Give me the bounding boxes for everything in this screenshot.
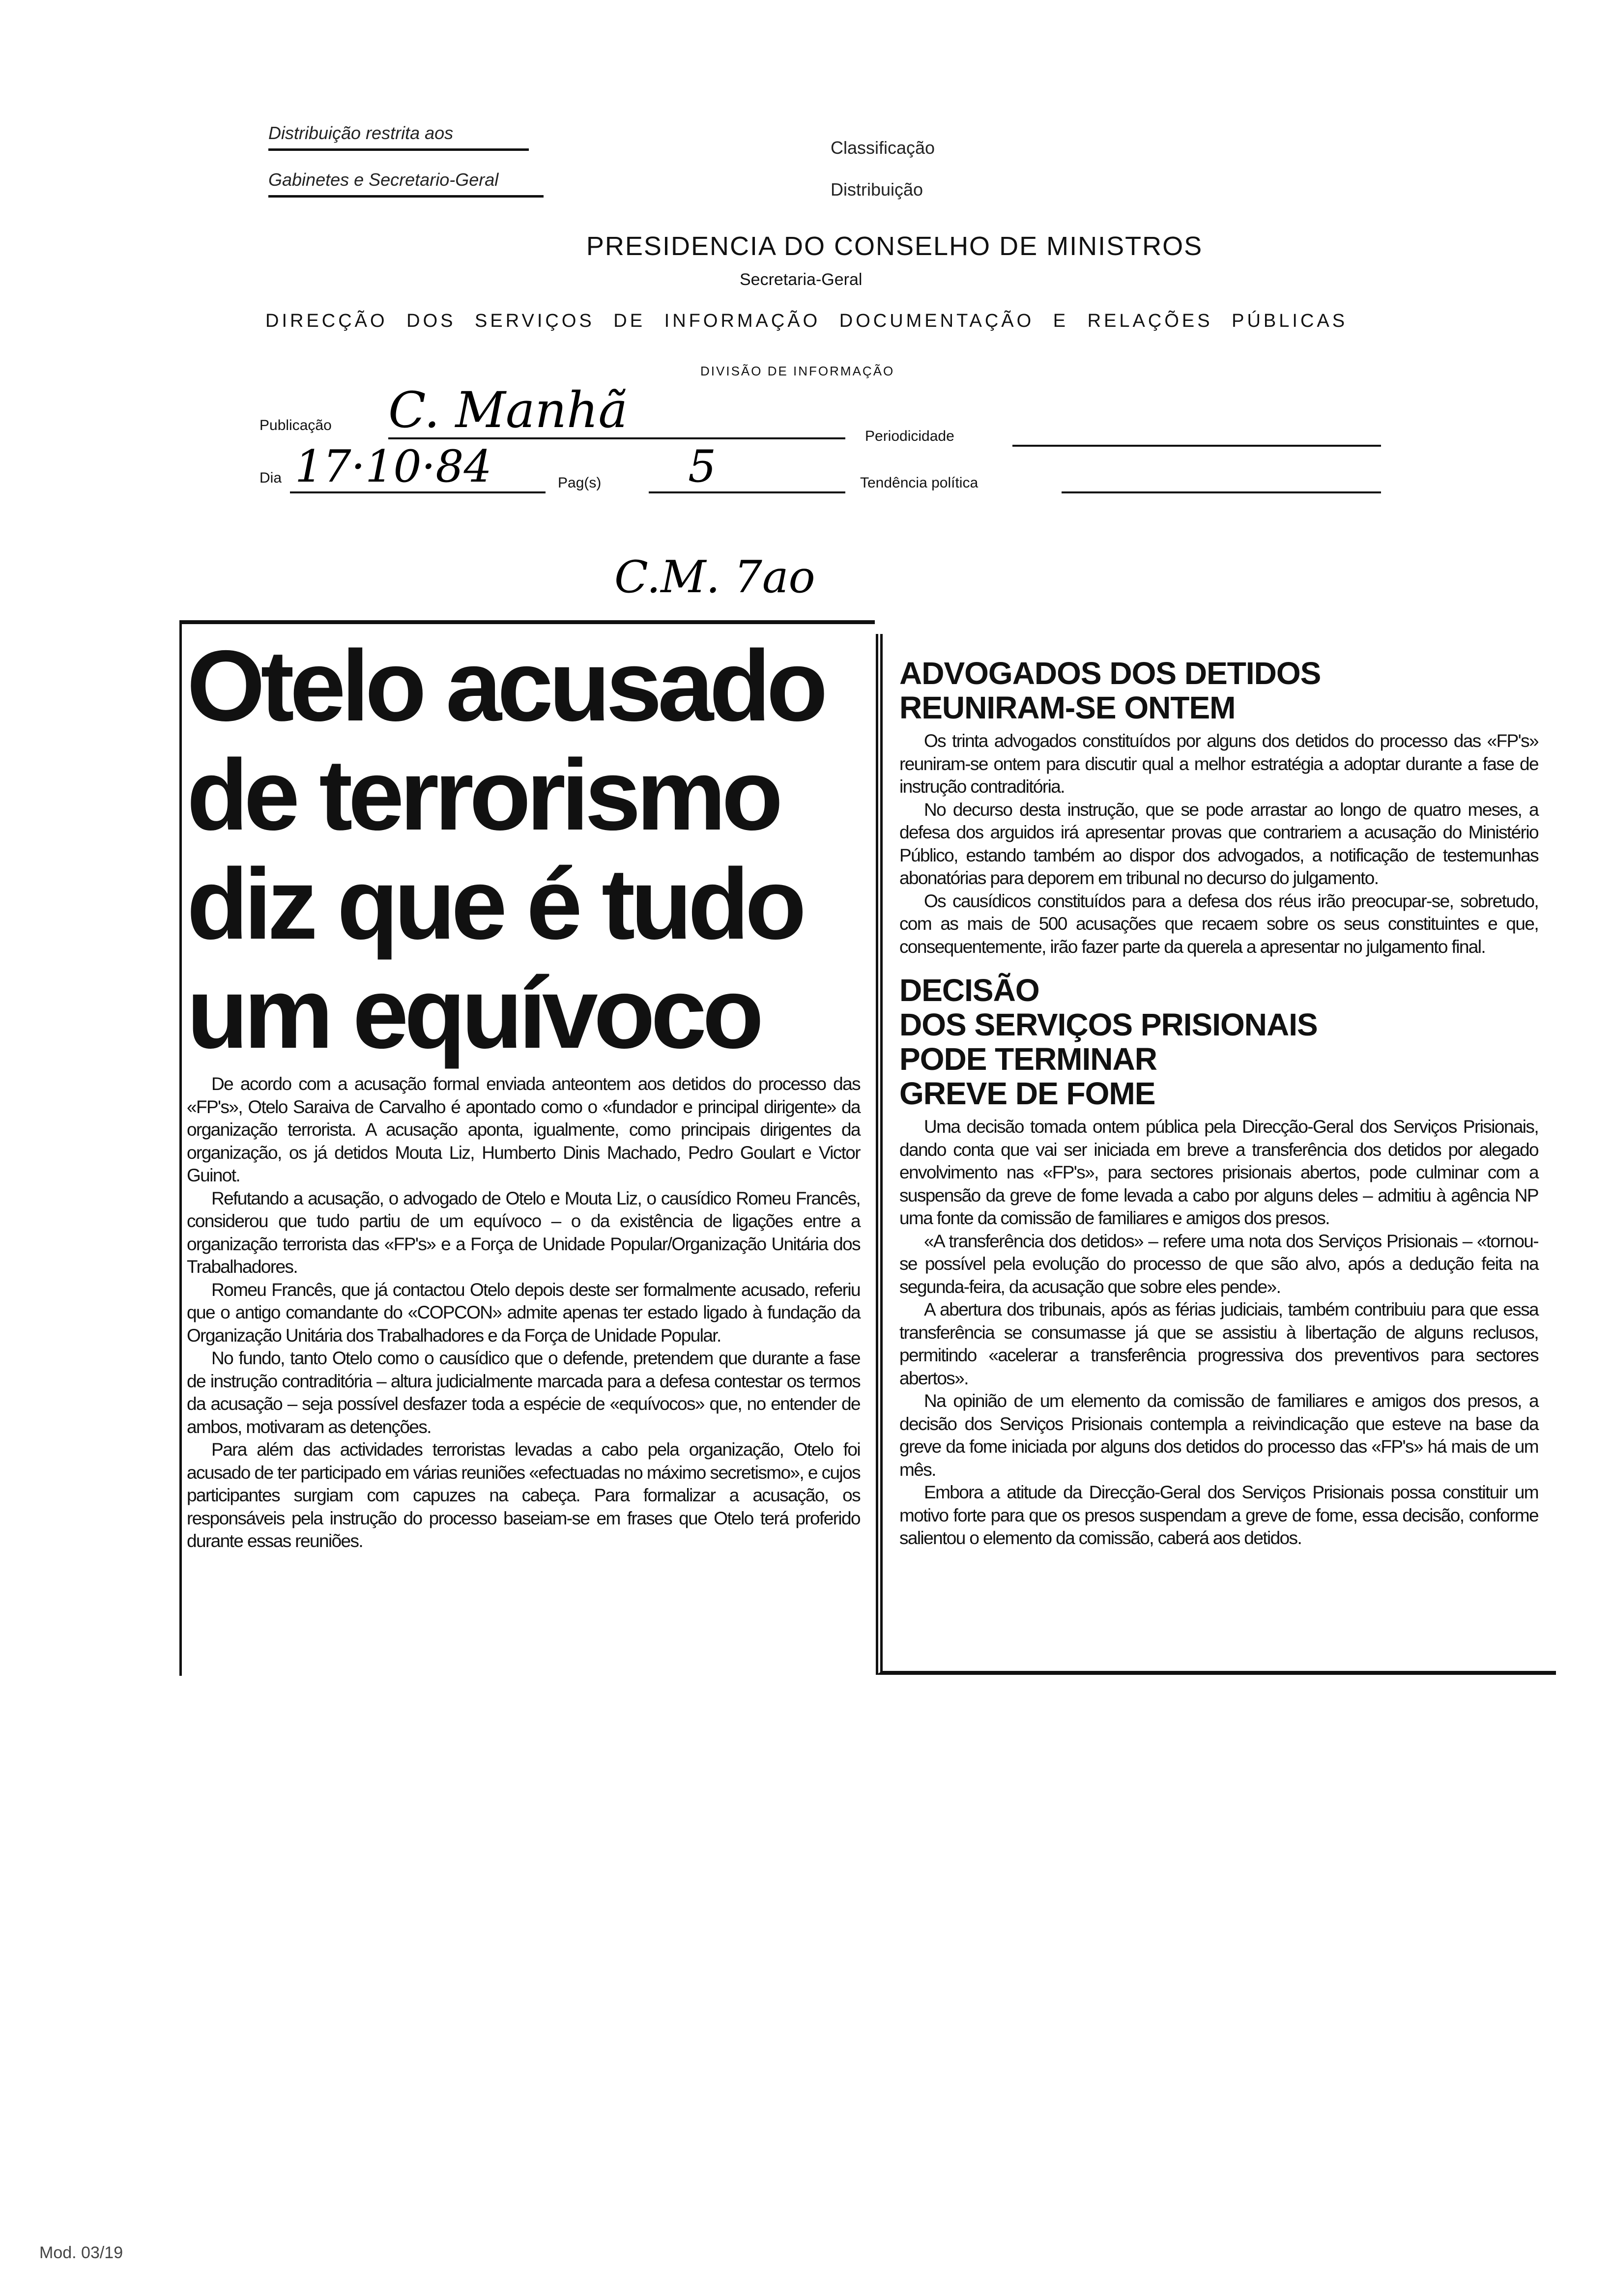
political-tendency-field-line [1062, 491, 1381, 493]
headline-line: PODE TERMINAR [899, 1041, 1157, 1077]
restricted-distribution-line1: Distribuição restrita aos [268, 123, 529, 151]
headline-line: REUNIRAM-SE ONTEM [899, 690, 1236, 725]
right-column [899, 656, 1538, 1550]
paragraph: Uma decisão tomada ontem pública pela Direcção-Geral dos Serviços Prisionais, dando conta que vai ser iniciada em breve a transferência dos detidos por alegado envolvimento nas «FP's», para sectores prisionais abertos, pode culminar com a suspensão da greve de fome levada a cabo por alguns deles – admitiu à agência NP uma fonte da comissão de familiares e amigos dos presos. [899, 1117, 1538, 1228]
headline-line: DECISÃO [899, 973, 1039, 1008]
left-article-body [187, 1073, 865, 1553]
political-tendency-label: Tendência política [860, 475, 979, 491]
pages-handwritten-value: 5 [688, 441, 717, 492]
day-label: Dia [259, 470, 282, 486]
headline-line: ADVOGADOS DOS DETIDOS [899, 656, 1321, 691]
paragraph: Os trinta advogados constituídos por alguns dos detidos do processo das «FP's» reuniram-se ontem para discutir qual a melhor estratégia a adoptar durante a fase de instrução contraditória. [899, 731, 1538, 797]
left-article-headline [187, 631, 865, 1068]
publication-handwritten-value: C. Manhã [388, 381, 628, 439]
right-article-1-body [899, 730, 1538, 958]
right-article-1-headline [899, 656, 1538, 725]
paragraph: Refutando a acusação, o advogado de Otelo e Mouta Liz, o causídico Romeu Francês, considerou que tudo partiu de um equívoco – o da existência de ligações entre a organização terrorista das «FP's» e a Força de Unidade Popular/Organização Unitária dos Trabalhadores. [187, 1188, 860, 1277]
periodicity-field-line [1012, 445, 1381, 447]
publication-label: Publicação [259, 417, 332, 433]
left-article [187, 631, 865, 1553]
headline-line: um equívoco [187, 957, 760, 1069]
paragraph: No fundo, tanto Otelo como o causídico que o defende, pretendem que durante a fase de instrução contraditória – altura judicialmente marcada para a defesa contestar os termos da acusação – seja possível desfazer toda a espécie de «equívocos» que, no entender de ambos, motivaram as detenções. [187, 1348, 860, 1437]
right-article-2-headline [899, 973, 1538, 1111]
day-handwritten-value: 17·10·84 [295, 441, 492, 492]
paragraph: Na opinião de um elemento da comissão de familiares e amigos dos presos, a decisão dos Serviços Prisionais contempla a reivindicação que esteve na base da greve da fome iniciada por alguns dos detidos do processo das «FP's» há mais de um mês. [899, 1391, 1538, 1480]
paragraph: Os causídicos constituídos para a defesa dos réus irão preocupar-se, sobretudo, com as mais de 500 acusações que recaem sobre os seus constituintes e que, consequentemente, irão fazer parte da querela a apresentar no julgamento final. [899, 890, 1538, 957]
right-article-2-body [899, 1116, 1538, 1550]
headline-line: diz que é tudo [187, 848, 802, 960]
headline-line: GREVE DE FOME [899, 1076, 1155, 1111]
classification-label: Classificação [831, 138, 935, 158]
form-code: Mod. 03/19 [39, 2243, 123, 2262]
pages-label: Pag(s) [558, 475, 602, 491]
paragraph: A abertura dos tribunais, após as férias judiciais, também contribuiu para que essa transferência se consumasse já que se assistiu à libertação de alguns reclusos, permitindo «acelerar a transferência progressiva dos preventivos para sectores abertos». [899, 1299, 1538, 1388]
headline-line: de terrorismo [187, 739, 779, 851]
division-label: DIVISÃO DE INFORMAÇÃO [700, 364, 895, 378]
secretariat-label: Secretaria-Geral [740, 270, 863, 289]
paragraph: Embora a atitude da Direcção-Geral dos Serviços Prisionais possa constituir um motivo forte para que os presos suspendam a greve de fome, essa decisão, conforme salientou o elemento da comissão, caberá aos detidos. [899, 1482, 1538, 1548]
directorate-label: DIRECÇÃO DOS SERVIÇOS DE INFORMAÇÃO DOCUMENTAÇÃO E RELAÇÕES PÚBLICAS [265, 311, 1348, 331]
paragraph: De acordo com a acusação formal enviada anteontem aos detidos do processo das «FP's», Otelo Saraiva de Carvalho é apontado como o «fundador e principal dirigente» da organização terrorista. A acusação aponta, igualmente, como principais dirigentes da organização, os já detidos Mouta Liz, Humberto Dinis Machado, Pedro Goulart e Victor Guinot. [187, 1074, 860, 1185]
distribution-label: Distribuição [831, 179, 923, 200]
handwritten-annotation: C.M. 7ao [614, 551, 815, 603]
paragraph: «A transferência dos detidos» – refere uma nota dos Serviços Prisionais – «tornou-se possível pela evolução do processo de que são alvo, após a dedução feita na segunda-feira, da acusação que sobre eles pende». [899, 1231, 1538, 1297]
headline-line: Otelo acusado [187, 630, 824, 742]
restricted-distribution-line2: Gabinetes e Secretario-Geral [268, 170, 544, 198]
paragraph: Para além das actividades terroristas levadas a cabo pela organização, Otelo foi acusado de ter participado em várias reuniões «efectuadas no máximo secretismo», e cujos participantes surgiam com capuzes na cabeça. Para formalizar a acusação, os responsáveis pela instrução do processo baseiam-se em frases que Otelo terá proferido durante essas reuniões. [187, 1439, 860, 1551]
institution-title: PRESIDENCIA DO CONSELHO DE MINISTROS [586, 231, 1203, 261]
paragraph: Romeu Francês, que já contactou Otelo depois deste ser formalmente acusado, referiu que o antigo comandante do «COPCON» admite apenas ter estado ligado à fundação da Organização Unitária dos Trabalhadores e da Força de Unidade Popular. [187, 1279, 860, 1346]
paragraph: No decurso desta instrução, que se pode arrastar ao longo de quatro meses, a defesa dos arguidos irá apresentar provas que contrariem a acusação do Ministério Público, estando também ao dispor dos advogados, a notificação de testemunhas abonatórias para deporem em tribunal no decurso do julgamento. [899, 799, 1538, 888]
headline-line: DOS SERVIÇOS PRISIONAIS [899, 1007, 1318, 1042]
pages-field-line [649, 491, 845, 493]
periodicity-label: Periodicidade [865, 428, 954, 444]
